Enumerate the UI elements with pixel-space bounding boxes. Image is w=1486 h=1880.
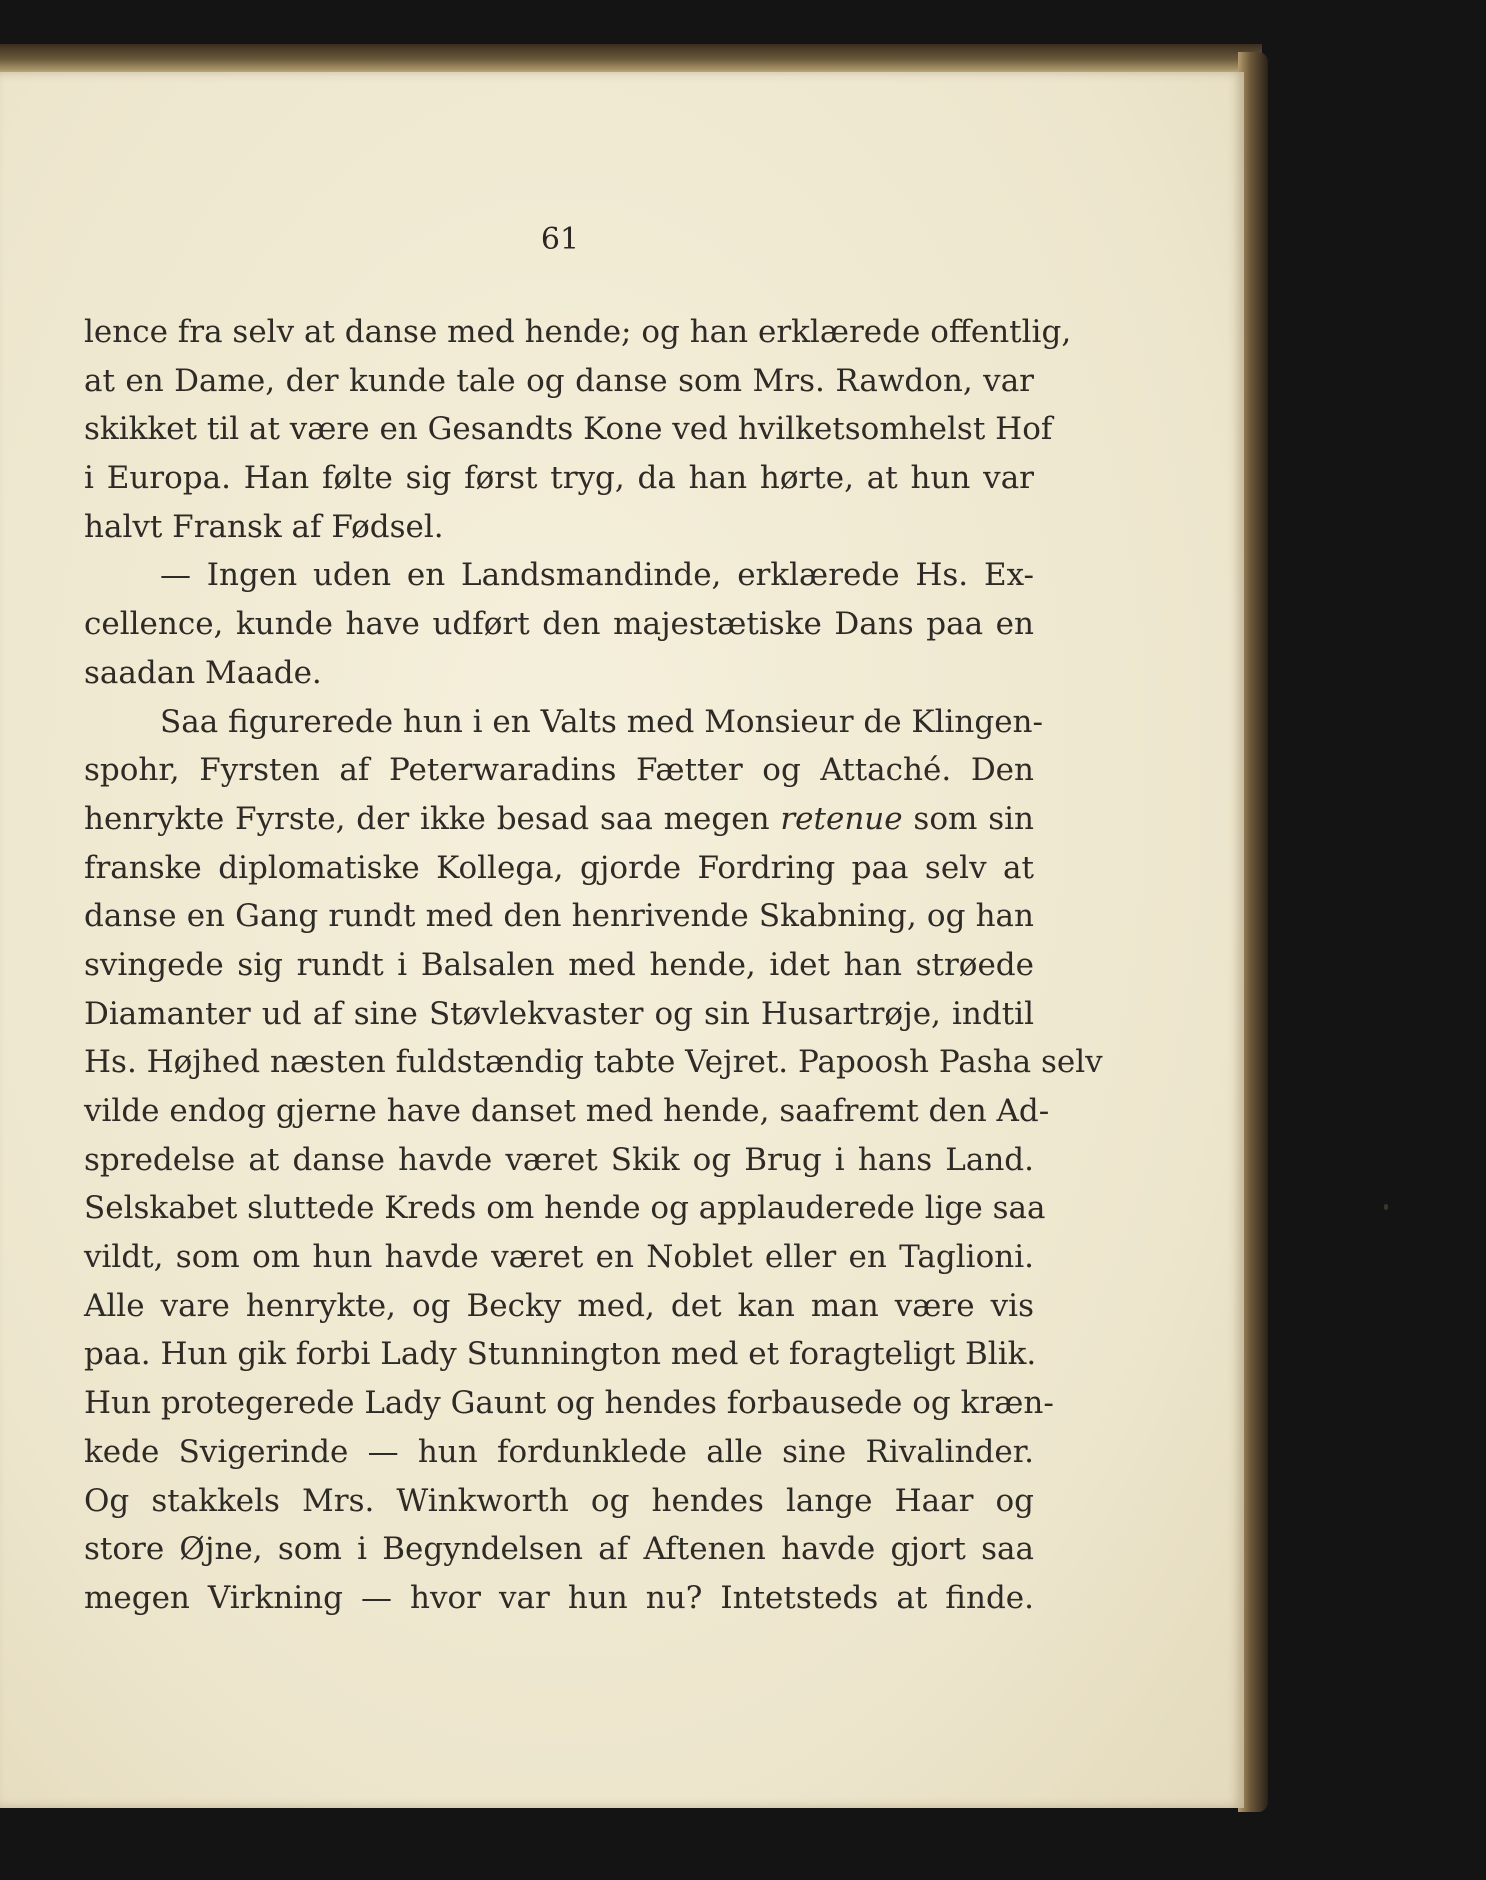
text-line: danse en Gang rundt med den henrivende Skabning, og han: [84, 898, 1034, 935]
text-line: Alle vare henrykte, og Becky med, det kan man være vis: [84, 1287, 1034, 1324]
text-line: Diamanter ud af sine Støvlekvaster og sin Husartrøje, indtil: [84, 995, 1034, 1032]
text-line: Saa figurerede hun i en Valts med Monsieur de Klingen-: [160, 703, 1044, 740]
text-span: som sin: [902, 800, 1034, 837]
text-line: spredelse at danse havde været Skik og Brug i hans Land.: [84, 1141, 1034, 1178]
text-line: skikket til at være en Gesandts Kone ved hvilketsomhelst Hof: [84, 411, 1053, 448]
page-number: 61: [540, 222, 580, 257]
text-line: paa. Hun gik forbi Lady Stunnington med et foragteligt Blik.: [84, 1336, 1037, 1373]
body-text: [84, 308, 1103, 1623]
text-line: lence fra selv at danse med hende; og han erklærede offentlig,: [84, 314, 1072, 350]
text-line: Og stakkels Mrs. Winkworth og hendes lange Haar og: [84, 1482, 1034, 1519]
text-line: [84, 795, 1034, 844]
text-line: Selskabet sluttede Kreds om hende og applauderede lige saa: [84, 1190, 1046, 1227]
text-line: Hs. Højhed næsten fuldstændig tabte Vejret. Papoosh Pasha selv: [84, 1044, 1103, 1081]
text-line: megen Virkning — hvor var hun nu? Intetsteds at finde.: [84, 1579, 1034, 1616]
text-line: vilde endog gjerne have danset med hende, saafremt den Ad-: [84, 1093, 1050, 1129]
text-line: Hun protegerede Lady Gaunt og hendes forbausede og kræn-: [84, 1385, 1054, 1422]
text-line: kede Svigerinde — hun fordunklede alle sine Rivalinder.: [84, 1433, 1034, 1470]
italic-word: retenue: [780, 800, 903, 837]
text-line: spohr, Fyrsten af Peterwaradins Fætter og Attaché. Den: [84, 752, 1034, 789]
text-span: henrykte Fyrste, der ikke besad saa megen: [84, 800, 781, 837]
text-line: — Ingen uden en Landsmandinde, erklærede Hs. Ex-: [160, 557, 1034, 594]
text-line: svingede sig rundt i Balsalen med hende, idet han strøede: [84, 946, 1034, 983]
text-line: store Øjne, som i Begyndelsen af Aftenen havde gjort saa: [84, 1531, 1034, 1568]
text-line: franske diplomatiske Kollega, gjorde Fordring paa selv at: [84, 849, 1034, 886]
text-line: halvt Fransk af Fødsel.: [84, 508, 444, 545]
dust-speck: [1384, 1204, 1388, 1210]
text-line: at en Dame, der kunde tale og danse som Mrs. Rawdon, var: [84, 362, 1034, 399]
text-line: vildt, som om hun havde været en Noblet eller en Taglioni.: [84, 1239, 1034, 1276]
text-line: i Europa. Han følte sig først tryg, da han hørte, at hun var: [84, 460, 1034, 497]
text-line: saadan Maade.: [84, 654, 322, 691]
text-line: cellence, kunde have udført den majestætiske Dans paa en: [84, 606, 1034, 643]
book-page: [0, 72, 1244, 1808]
